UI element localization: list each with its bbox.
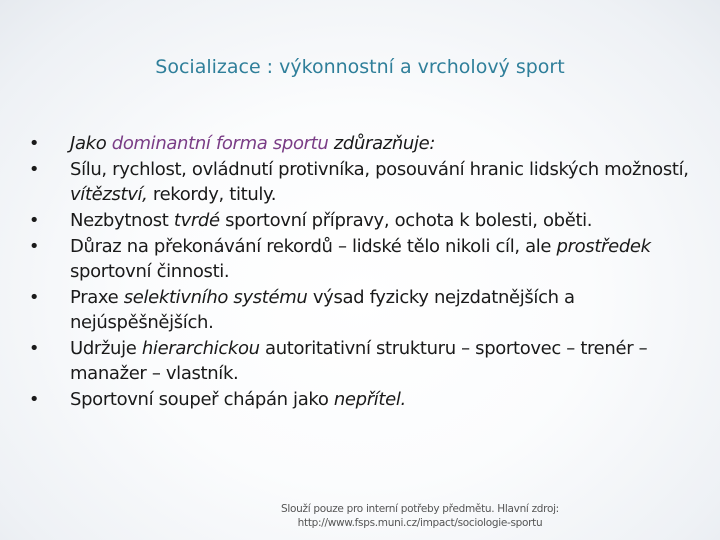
- bullet-item: [28, 336, 708, 386]
- slide-title: Socializace : výkonnostní a vrcholový sport: [155, 56, 565, 78]
- bullet-icon: •: [28, 133, 40, 154]
- bullet-text: Praxe: [70, 287, 124, 308]
- bullet-text: sportovní přípravy, ochota k bolesti, oběti.: [219, 210, 593, 231]
- bullet-text: prostředek: [556, 236, 651, 257]
- footer-line-2: http://www.fsps.muni.cz/impact/sociologie-sportu: [297, 517, 543, 529]
- footer-line-1: Slouží pouze pro interní potřeby předmětu. Hlavní zdroj:: [281, 503, 559, 515]
- bullet-text: tvrdé: [173, 210, 220, 231]
- bullet-text: selektivního systému: [123, 287, 308, 308]
- bullet-icon: •: [28, 210, 40, 231]
- bullet-icon: •: [28, 287, 40, 308]
- bullet-text: vítězství,: [70, 184, 148, 205]
- bullet-text: Sílu, rychlost, ovládnutí protivníka, posouvání hranic lidských možností,: [70, 159, 689, 180]
- bullet-item: [28, 387, 708, 412]
- bullet-text: sportovní činnosti.: [70, 261, 230, 282]
- bullet-text: Důraz na překonávání rekordů – lidské tělo nikoli cíl, ale: [70, 236, 557, 257]
- bullet-text: Jako: [70, 133, 112, 154]
- bullet-text: rekordy, tituly.: [147, 184, 277, 205]
- bullet-icon: •: [28, 159, 40, 180]
- bullet-text: dominantní forma sportu: [111, 133, 329, 154]
- bullet-text: zdůrazňuje:: [328, 133, 436, 154]
- footer-note: [250, 502, 590, 530]
- bullet-list: [28, 131, 708, 413]
- bullet-item: [28, 157, 708, 207]
- bullet-item: [28, 131, 708, 156]
- bullet-item: [28, 234, 708, 284]
- bullet-text: hierarchickou: [141, 338, 260, 359]
- bullet-icon: •: [28, 389, 40, 410]
- bullet-text: autoritativní strukturu – sportovec – trenér – manažer – vlastník.: [70, 338, 648, 384]
- bullet-text: výsad fyzicky nejzdatnějších a nejúspěšnějších.: [70, 287, 575, 333]
- bullet-icon: •: [28, 338, 40, 359]
- bullet-text: nepřítel.: [333, 389, 406, 410]
- bullet-text: Nezbytnost: [70, 210, 174, 231]
- bullet-item: [28, 285, 708, 335]
- bullet-text: Sportovní soupeř chápán jako: [70, 389, 334, 410]
- bullet-icon: •: [28, 236, 40, 257]
- bullet-item: [28, 208, 708, 233]
- bullet-text: Udržuje: [70, 338, 142, 359]
